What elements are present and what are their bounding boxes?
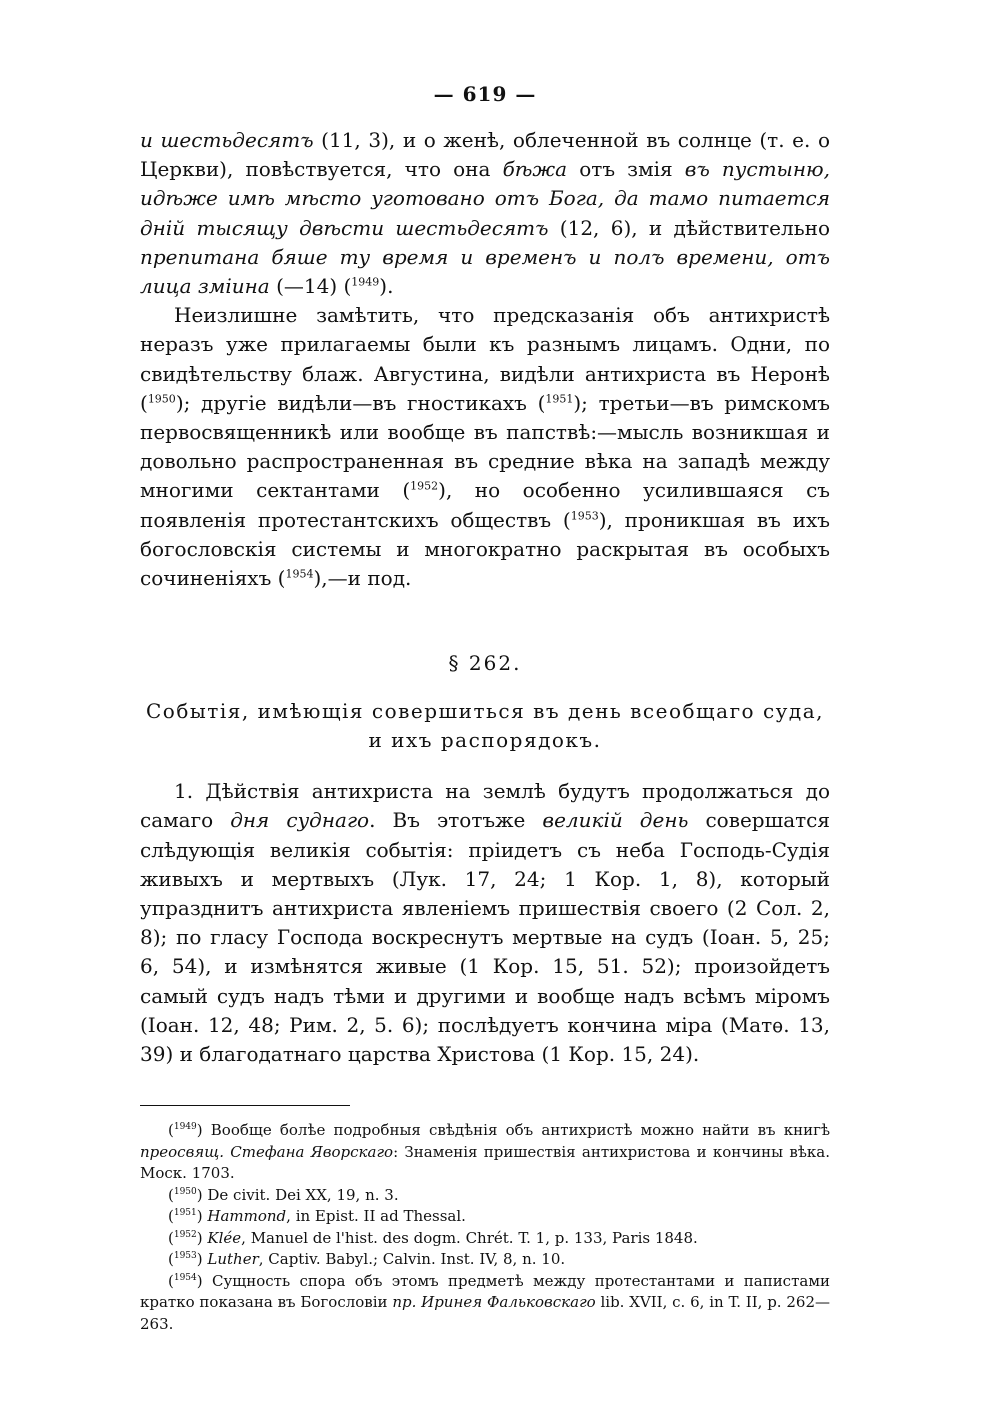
paragraph-1 [140, 126, 830, 301]
italic-text: пр. Иринея Фальковскаго [392, 1293, 596, 1312]
footnote: ($^{1954}$) Сущность спора объ этомъ предметѣ между протестантами и папистами кратко показана въ Богословiи пр. Иринея Фальковскаго lib. XVII, c. 6, in T. II, p. 262—263. [140, 1271, 830, 1333]
italic-text: препитана бяше ту время и временъ и полъ времени, отъ лица змiина [140, 244, 830, 299]
footnote-ref[interactable]: 1950 [147, 392, 176, 406]
text: ) Сущность спора объ этомъ предметѣ между протестантами и папистами кратко показана въ Богословiи [140, 1271, 830, 1312]
footnotes [140, 1120, 830, 1335]
italic-text: Klée [207, 1228, 242, 1247]
text: ); другiе видѣли—въ гностикахъ ( [175, 390, 546, 415]
footnote-ref[interactable]: 1949 [351, 275, 380, 289]
text: : Знаменiя пришествiя антихристова и кончины вѣка. Моск. 1703. [140, 1142, 830, 1183]
text: ); третьи—въ римскомъ первосвященникѣ или вообще въ папствѣ:—мысль возникшая и довольно распространенная въ средние вѣка на западѣ между многими сектантами ( [140, 390, 830, 503]
italic-text: Luther [207, 1250, 259, 1269]
text: ) De civit. Dei XX, 19, n. 3. [196, 1185, 399, 1204]
text: ) [196, 1228, 208, 1247]
footnote: ($^{1951}$) Hammond, in Epist. II ad Thessal. [168, 1207, 466, 1226]
italic-text: бѣжа [502, 157, 568, 182]
text: , in Epist. II ad Thessal. [286, 1207, 466, 1226]
footnote-number: 1950 [173, 1186, 197, 1197]
italic-text: и шестьдесятъ [140, 128, 314, 152]
footnote-ref[interactable]: 1953 [570, 508, 599, 522]
text: ) Вообще болѣе подробныя свѣдѣнiя объ антихристѣ можно найти въ книгѣ [196, 1121, 830, 1140]
footnote: ($^{1950}$) De civit. Dei XX, 19, n. 3. [168, 1185, 399, 1204]
italic-text: въ пустыню, идѣже имѣ мѣсто уготовано отъ Бога, да тамо питается днiй тысящу двѣсти шестьдесятъ [140, 157, 830, 240]
section-number: § 262. [448, 651, 522, 676]
text: ), но особенно усилившаяся съ появленiя протестантскихъ обществъ ( [140, 478, 831, 532]
italic-text: дня суднаго [230, 808, 370, 833]
text: ) [196, 1207, 208, 1226]
italic-text: преосвящ. Стефана Яворскаго [140, 1142, 394, 1161]
footnote-number: 1954 [173, 1272, 197, 1283]
text: (12, 6), и дѣйствительно [548, 215, 830, 240]
text: ), проникшая въ ихъ богословскiя системы и многократно раскрытая въ особыхъ сочиненiяхъ ( [140, 507, 830, 591]
footnote-number: 1953 [173, 1251, 197, 1262]
text: , Captiv. Babyl.; Calvin. Inst. IV, 8, n. 10. [258, 1250, 566, 1269]
footnote-ref[interactable]: 1954 [285, 567, 314, 581]
footnote-ref[interactable]: 1951 [545, 392, 574, 406]
document-page [140, 82, 830, 1335]
text: , Manuel de l'hist. des dogm. Chrét. T. 1, p. 133, Paris 1848. [241, 1228, 698, 1247]
text: ) [196, 1250, 208, 1269]
text: 1. Дѣйствiя антихриста на землѣ будутъ продолжаться до самаго [140, 779, 830, 833]
page-number: — 619 — [433, 82, 537, 106]
footnote-ref[interactable]: 1952 [410, 479, 439, 493]
paragraph-3 [140, 777, 830, 1069]
section-title: Событiя, имѣющiя совершиться въ день всеобщаго суда, и ихъ распорядокъ. [145, 699, 825, 753]
italic-text: великiй день [542, 808, 689, 833]
footnote-number: 1952 [173, 1229, 197, 1240]
paragraph-2 [140, 301, 830, 593]
footnote: ($^{1953}$) Luther, Captiv. Babyl.; Calvin. Inst. IV, 8, n. 10. [168, 1250, 566, 1269]
text: (—14) ( [269, 274, 352, 299]
footnote: ($^{1949}$) Вообще болѣе подробныя свѣдѣнiя объ антихристѣ можно найти въ книгѣ преосвящ. Стефана Яворскаго: Знаменiя пришествiя антихристова и кончины вѣка. Моск. 1703. [140, 1121, 830, 1183]
footnote-number: 1949 [173, 1122, 197, 1133]
footnote-number: 1951 [173, 1208, 197, 1219]
text: ). [379, 274, 394, 299]
footnote-divider [140, 1105, 350, 1106]
text: lib. XVII, c. 6, in T. II, p. 262—263. [140, 1293, 830, 1333]
text: ),—и под. [313, 566, 412, 591]
footnote: ($^{1952}$) Klée, Manuel de l'hist. des dogm. Chrét. T. 1, p. 133, Paris 1848. [168, 1228, 698, 1247]
text: (11, 3), и о женѣ, облеченной въ солнце (т. е. о Церкви), повѣствуется, что она [140, 128, 830, 182]
text: отъ змія [567, 157, 685, 182]
italic-text: Hammond [207, 1207, 287, 1226]
text: совершатся слѣдующiя великiя событiя: прiидетъ съ неба Господь-Судiя живыхъ и мертвыхъ (Лук. 17, 24; 1 Кор. 1, 8), который упразднитъ антихриста явленiемъ пришествiя своего (2 Сол. 2, 8); по гласу Господа воскреснутъ мертвые на судъ (Iоан. 5, 25; 6, 54), и измѣнятся живые (1 Кор. 15, 51. 52); произойдетъ самый судъ надъ тѣми и другими и вообще надъ всѣмъ мiромъ (Iоан. 12, 48; Рим. 2, 5. 6); послѣдуетъ кончина мiра (Матѳ. 13, 39) и благодатнаго царства Христова (1 Кор. 15, 24). [140, 808, 831, 1067]
text: . Въ этотъже [369, 808, 543, 833]
text: Неизлишне замѣтить, что предсказанiя объ антихристѣ неразъ уже прилагаемы были къ разнымъ лицамъ. Одни, по свидѣтельству блаж. Августина, видѣли антихриста въ Неронѣ ( [140, 303, 830, 415]
